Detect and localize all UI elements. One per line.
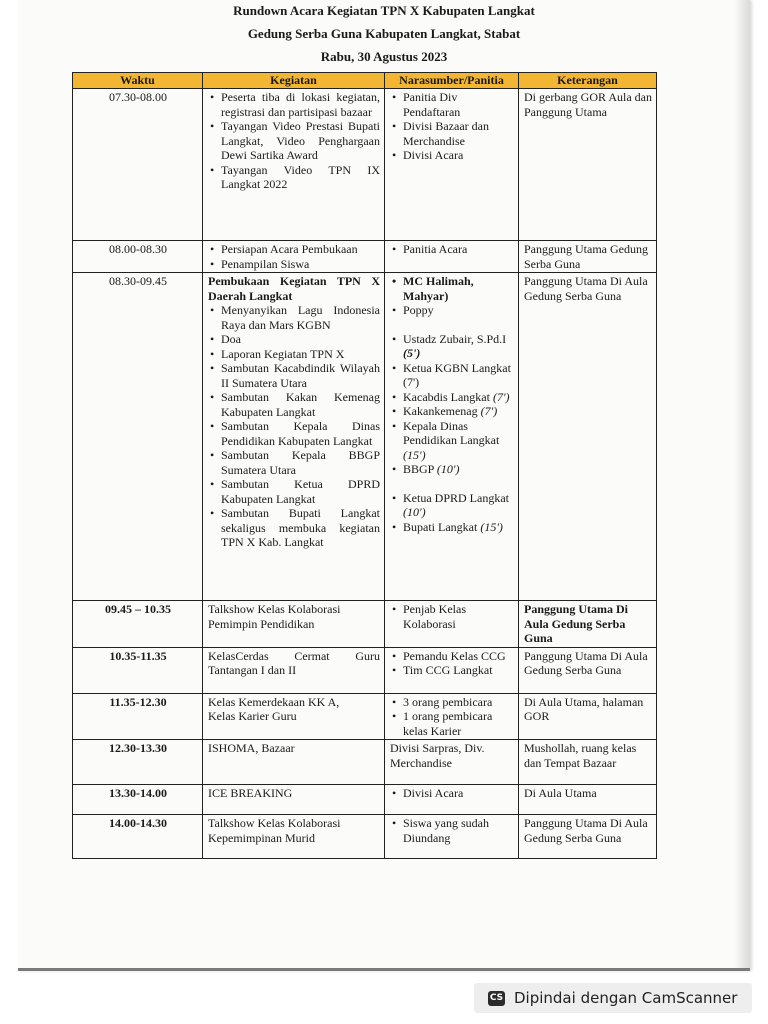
cell-kegiatan: [203, 273, 385, 601]
list-item: • Bupati Langkat (15'): [392, 519, 503, 534]
list-item: • Kakankemenag (7'): [392, 404, 498, 418]
cell-waktu: 11.35-12.30: [73, 693, 203, 740]
cell-narasumber: [385, 785, 519, 815]
list-item: • Sambutan Kacabdindik Wilayah II Sumatera Utara: [210, 361, 380, 390]
table-row: [73, 740, 657, 785]
cell-kegiatan: [203, 89, 385, 241]
list-item: • 1 orang pembicara kelas Karier: [392, 709, 493, 738]
table-row: [73, 89, 657, 241]
list-item: • Tayangan Video TPN IX Langkat 2022: [210, 162, 380, 191]
duration: (7'): [492, 389, 510, 404]
list-item: • Divisi Acara: [392, 786, 464, 800]
kegiatan-list: [208, 242, 380, 271]
table-header-row: [73, 73, 657, 89]
list-item: • Penampilan Siswa: [210, 256, 310, 271]
cell-kegiatan: [203, 693, 385, 740]
cell-narasumber: [385, 89, 519, 241]
cell-keterangan: Panggung Utama Di Aula Gedung Serba Guna: [519, 647, 657, 693]
duration: (10'): [403, 505, 426, 519]
column-header-keterangan: Keterangan: [519, 73, 657, 89]
narasumber-list: [390, 602, 514, 631]
cell-waktu: 09.45 – 10.35: [73, 601, 203, 648]
duration: (10'): [436, 462, 460, 476]
narasumber-list: [390, 242, 514, 257]
list-item: • Sambutan Kepala Dinas Pendidikan Kabupaten Langkat: [210, 419, 380, 448]
cell-keterangan: Panggung Utama Di Aula Gedung Serba Guna: [519, 273, 657, 601]
event-date: Rabu, 30 Agustus 2023: [320, 49, 448, 64]
opening-heading: Pembukaan Kegiatan TPN X Daerah Langkat: [208, 274, 380, 303]
list-item: • Tayangan Video Prestasi Bupati Langkat, Video Penghargaan Dewi Sartika Award: [210, 119, 380, 162]
narasumber-list: [390, 816, 514, 845]
cell-keterangan: Panggung Utama Gedung Serba Guna: [519, 241, 657, 273]
cell-narasumber: [385, 601, 519, 648]
camscanner-label: Dipindai dengan CamScanner: [514, 989, 738, 1007]
list-item: • Kepala Dinas Pendidikan Langkat (15'): [392, 418, 500, 462]
cell-waktu: 08.00-08.30: [73, 241, 203, 273]
cell-waktu: 07.30-08.00: [73, 89, 203, 241]
list-item: • Persiapan Acara Pembukaan: [210, 242, 358, 256]
list-item: • Penjab Kelas Kolaborasi: [392, 602, 466, 631]
document-title: Rundown Acara Kegiatan TPN X Kabupaten Langkat: [233, 3, 535, 18]
cell-keterangan: Di Aula Utama: [519, 785, 657, 815]
narasumber-list: [390, 786, 514, 801]
cell-waktu: 10.35-11.35: [73, 647, 203, 693]
list-item: • Peserta tiba di lokasi kegiatan, registrasi dan partisipasi bazaar: [210, 90, 380, 119]
column-header-narasumber: Narasumber/Panitia: [385, 73, 519, 89]
duration: (5'): [403, 346, 421, 360]
event-venue: Gedung Serba Guna Kabupaten Langkat, Stabat: [247, 26, 521, 41]
list-item: • MC Halimah, Mahyar): [392, 274, 474, 303]
list-item: • Laporan Kegiatan TPN X: [210, 346, 345, 361]
list-item: • Ketua KGBN Langkat (7'): [392, 360, 511, 389]
cell-keterangan: Di gerbang GOR Aula dan Panggung Utama: [519, 89, 657, 241]
column-header-kegiatan: Kegiatan: [203, 73, 385, 89]
cell-waktu: 14.00-14.30: [73, 815, 203, 859]
list-item: • Doa: [210, 332, 241, 346]
cell-narasumber: [385, 273, 519, 601]
duration: (15'): [480, 519, 503, 534]
list-item: • Divisi Acara: [392, 148, 464, 162]
column-header-waktu: Waktu: [73, 73, 203, 89]
duration: (7'): [480, 404, 498, 418]
cell-waktu: 12.30-13.30: [73, 740, 203, 785]
duration: (7'): [403, 375, 420, 389]
cell-narasumber: [385, 241, 519, 273]
list-item: • Divisi Bazaar dan Merchandise: [392, 119, 489, 148]
list-item: • Sambutan Ketua DPRD Kabupaten Langkat: [210, 477, 380, 506]
table-row: [73, 241, 657, 273]
cell-narasumber: [385, 647, 519, 693]
table-row: [73, 785, 657, 815]
list-item: • Tim CCG Langkat: [392, 663, 493, 677]
list-item: • Sambutan Kakan Kemenag Kabupaten Langkat: [210, 390, 380, 419]
cell-kegiatan: ICE BREAKING: [203, 785, 385, 815]
narasumber-list: [390, 90, 514, 163]
camscanner-icon: CS: [488, 991, 505, 1006]
cell-narasumber: Divisi Sarpras, Div. Merchandise: [385, 740, 519, 785]
kegiatan-list: [208, 303, 380, 550]
list-item: • Siswa yang sudah Diundang: [392, 816, 489, 845]
table-row: [73, 647, 657, 693]
kegiatan-line: Kelas Karier Guru: [208, 709, 297, 723]
list-item: • Sambutan Bupati Langkat sekaligus membuka kegiatan TPN X Kab. Langkat: [210, 506, 380, 549]
rundown-table: [72, 72, 657, 859]
kegiatan-line: Kelas Kemerdekaan KK A,: [208, 694, 340, 709]
list-item: • 3 orang pembicara: [392, 694, 493, 709]
kegiatan-list: [208, 90, 380, 192]
narasumber-list: [390, 695, 514, 739]
page-edge-shadow: [734, 0, 750, 968]
list-item: • Poppy: [392, 303, 434, 317]
list-item: • Kacabdis Langkat (7'): [392, 389, 510, 404]
list-item: • Menyanyikan Lagu Indonesia Raya dan Mars KGBN: [210, 303, 380, 332]
list-item: • BBGP (10'): [392, 462, 460, 476]
list-item: • Sambutan Kepala BBGP Sumatera Utara: [210, 448, 380, 477]
narasumber-list: [390, 649, 514, 678]
cell-waktu: 13.30-14.00: [73, 785, 203, 815]
table-row: [73, 693, 657, 740]
cell-kegiatan: Talkshow Kelas Kolaborasi Pemimpin Pendidikan: [203, 601, 385, 648]
camscanner-watermark: [474, 983, 752, 1013]
cell-keterangan: Mushollah, ruang kelas dan Tempat Bazaar: [519, 740, 657, 785]
list-item: • Panitia Div Pendaftaran: [392, 90, 461, 119]
list-item: • Ketua DPRD Langkat (10'): [392, 490, 509, 519]
list-item: • Ustadz Zubair, S.Pd.I (5'): [392, 331, 507, 360]
cell-kegiatan: Talkshow Kelas Kolaborasi Kepemimpinan Murid: [203, 815, 385, 859]
cell-keterangan: Panggung Utama Di Aula Gedung Serba Guna: [519, 601, 657, 648]
duration: (15'): [403, 447, 426, 462]
cell-narasumber: [385, 815, 519, 859]
cell-narasumber: [385, 693, 519, 740]
cell-keterangan: Panggung Utama Di Aula Gedung Serba Guna: [519, 815, 657, 859]
list-item: • Pemandu Kelas CCG: [392, 648, 506, 663]
cell-kegiatan: ISHOMA, Bazaar: [203, 740, 385, 785]
table-row: [73, 815, 657, 859]
table-row: [73, 601, 657, 648]
cell-kegiatan: KelasCerdas Cermat Guru Tantangan I dan II: [203, 647, 385, 693]
table-row: [73, 273, 657, 601]
cell-kegiatan: [203, 241, 385, 273]
cell-keterangan: Di Aula Utama, halaman GOR: [519, 693, 657, 740]
narasumber-list: [390, 274, 514, 534]
cell-waktu: 08.30-09.45: [73, 273, 203, 601]
list-item: • Panitia Acara: [392, 242, 468, 256]
